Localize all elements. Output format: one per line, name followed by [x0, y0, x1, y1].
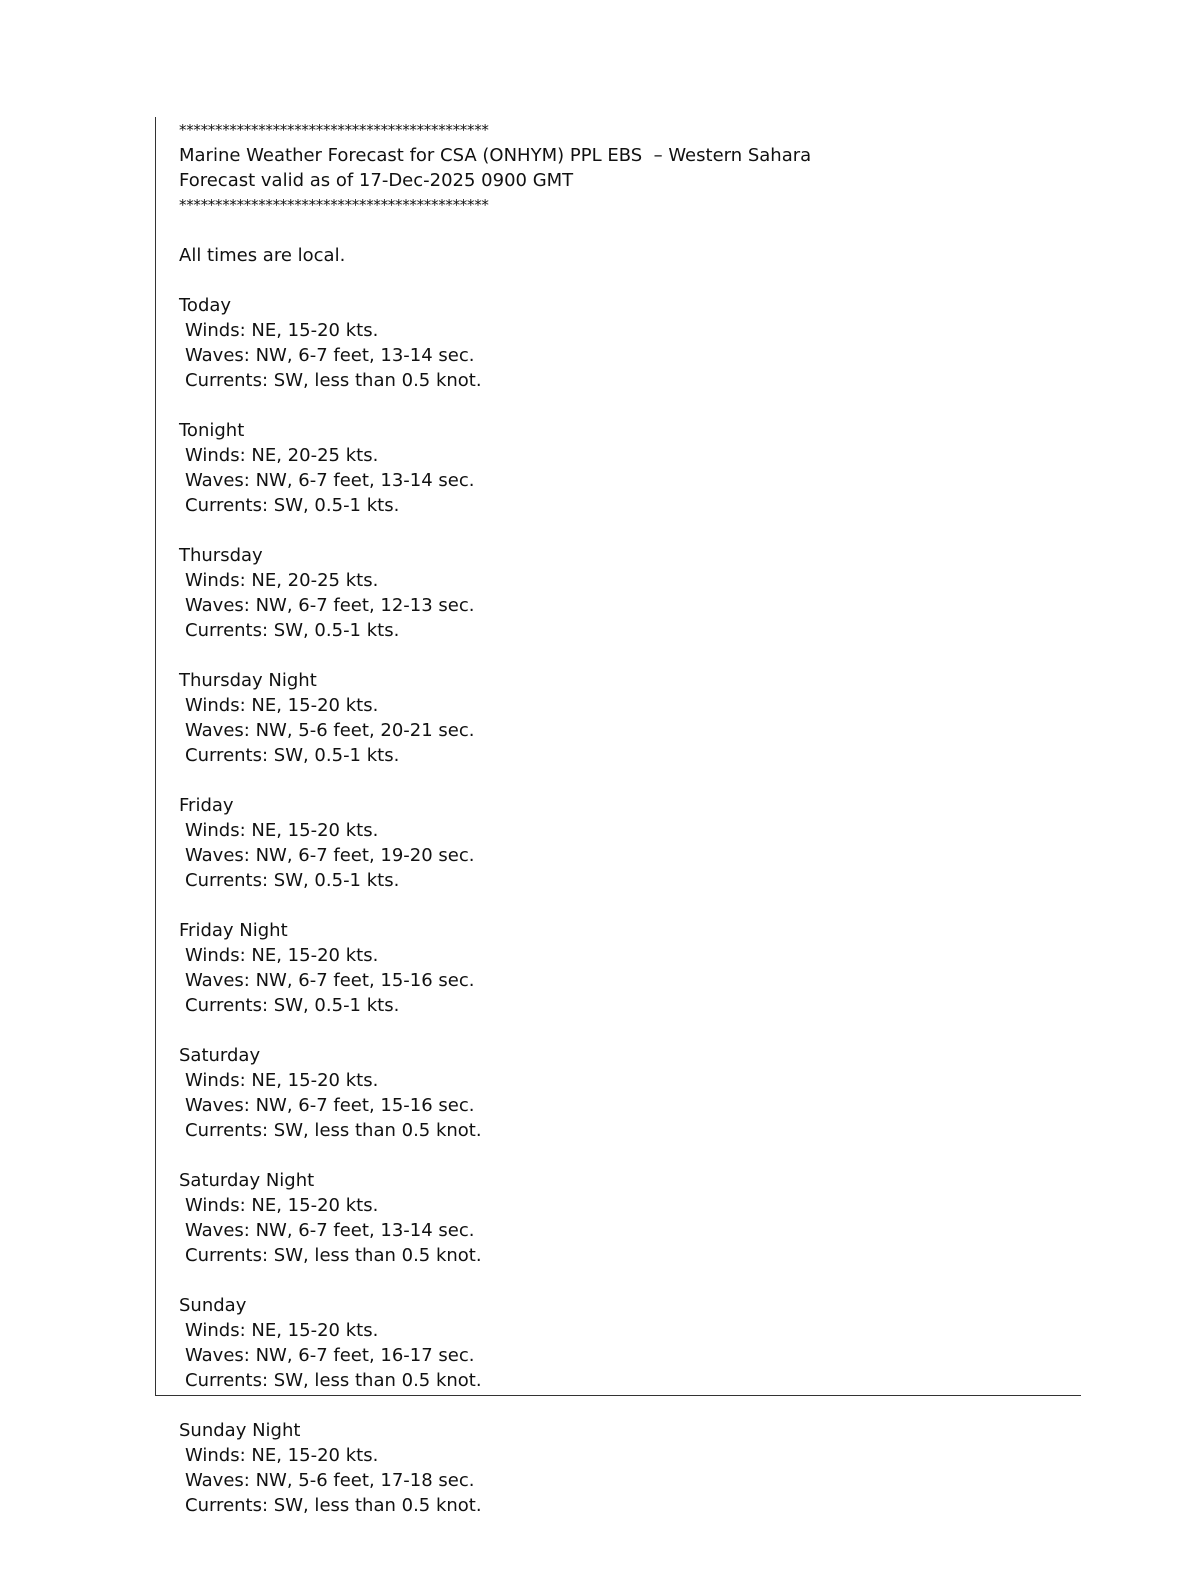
currents-line: Currents: SW, 0.5-1 kts. [185, 995, 400, 1016]
forecast-document [179, 118, 1059, 1518]
winds-line: Winds: NE, 15-20 kts. [185, 1195, 379, 1216]
currents-line: Currents: SW, less than 0.5 knot. [185, 1245, 482, 1266]
waves-line: Waves: NW, 5-6 feet, 20-21 sec. [185, 720, 475, 741]
spacer [179, 893, 1059, 918]
waves-line: Waves: NW, 6-7 feet, 15-16 sec. [185, 970, 475, 991]
winds-line: Winds: NE, 15-20 kts. [185, 945, 379, 966]
period-block [179, 918, 1059, 1018]
waves-line: Waves: NW, 6-7 feet, 15-16 sec. [185, 1095, 475, 1116]
header-stars-top: ******************************************* [179, 121, 489, 139]
period-block [179, 543, 1059, 643]
winds-line: Winds: NE, 15-20 kts. [185, 1445, 379, 1466]
currents-line: Currents: SW, 0.5-1 kts. [185, 870, 400, 891]
period-name: Saturday Night [179, 1170, 315, 1191]
period-block [179, 418, 1059, 518]
winds-line: Winds: NE, 15-20 kts. [185, 820, 379, 841]
time-note: All times are local. [179, 245, 346, 266]
spacer [179, 1018, 1059, 1043]
spacer [179, 643, 1059, 668]
currents-line: Currents: SW, 0.5-1 kts. [185, 495, 400, 516]
waves-line: Waves: NW, 6-7 feet, 19-20 sec. [185, 845, 475, 866]
period-name: Saturday [179, 1045, 261, 1066]
period-name: Thursday Night [179, 670, 317, 691]
currents-line: Currents: SW, less than 0.5 knot. [185, 1120, 482, 1141]
forecast-title: Marine Weather Forecast for CSA (ONHYM) PPL EBS – Western Sahara [179, 145, 812, 166]
period-block [179, 1418, 1059, 1518]
waves-line: Waves: NW, 6-7 feet, 13-14 sec. [185, 1220, 475, 1241]
spacer [179, 768, 1059, 793]
spacer [179, 1143, 1059, 1168]
winds-line: Winds: NE, 20-25 kts. [185, 570, 379, 591]
spacer [179, 268, 1059, 293]
currents-line: Currents: SW, less than 0.5 knot. [185, 1495, 482, 1516]
currents-line: Currents: SW, 0.5-1 kts. [185, 620, 400, 641]
period-block [179, 668, 1059, 768]
period-block [179, 293, 1059, 393]
winds-line: Winds: NE, 15-20 kts. [185, 1070, 379, 1091]
spacer [179, 218, 1059, 243]
spacer [179, 518, 1059, 543]
period-block [179, 1293, 1059, 1393]
period-block [179, 1043, 1059, 1143]
winds-line: Winds: NE, 15-20 kts. [185, 695, 379, 716]
period-name: Sunday [179, 1295, 247, 1316]
period-name: Thursday [179, 545, 263, 566]
currents-line: Currents: SW, less than 0.5 knot. [185, 1370, 482, 1391]
waves-line: Waves: NW, 6-7 feet, 13-14 sec. [185, 345, 475, 366]
winds-line: Winds: NE, 20-25 kts. [185, 445, 379, 466]
period-block [179, 793, 1059, 893]
period-block [179, 1168, 1059, 1268]
period-name: Tonight [179, 420, 245, 441]
header-stars-bottom: ******************************************* [179, 196, 489, 214]
waves-line: Waves: NW, 6-7 feet, 16-17 sec. [185, 1345, 475, 1366]
spacer [179, 1268, 1059, 1293]
waves-line: Waves: NW, 6-7 feet, 12-13 sec. [185, 595, 475, 616]
period-name: Sunday Night [179, 1420, 301, 1441]
waves-line: Waves: NW, 5-6 feet, 17-18 sec. [185, 1470, 475, 1491]
currents-line: Currents: SW, 0.5-1 kts. [185, 745, 400, 766]
waves-line: Waves: NW, 6-7 feet, 13-14 sec. [185, 470, 475, 491]
winds-line: Winds: NE, 15-20 kts. [185, 1320, 379, 1341]
spacer [179, 393, 1059, 418]
period-name: Friday [179, 795, 234, 816]
spacer [179, 1393, 1059, 1418]
document-border-left [155, 117, 156, 1395]
period-name: Friday Night [179, 920, 288, 941]
winds-line: Winds: NE, 15-20 kts. [185, 320, 379, 341]
currents-line: Currents: SW, less than 0.5 knot. [185, 370, 482, 391]
forecast-valid-time: Forecast valid as of 17-Dec-2025 0900 GMT [179, 170, 574, 191]
period-name: Today [179, 295, 232, 316]
